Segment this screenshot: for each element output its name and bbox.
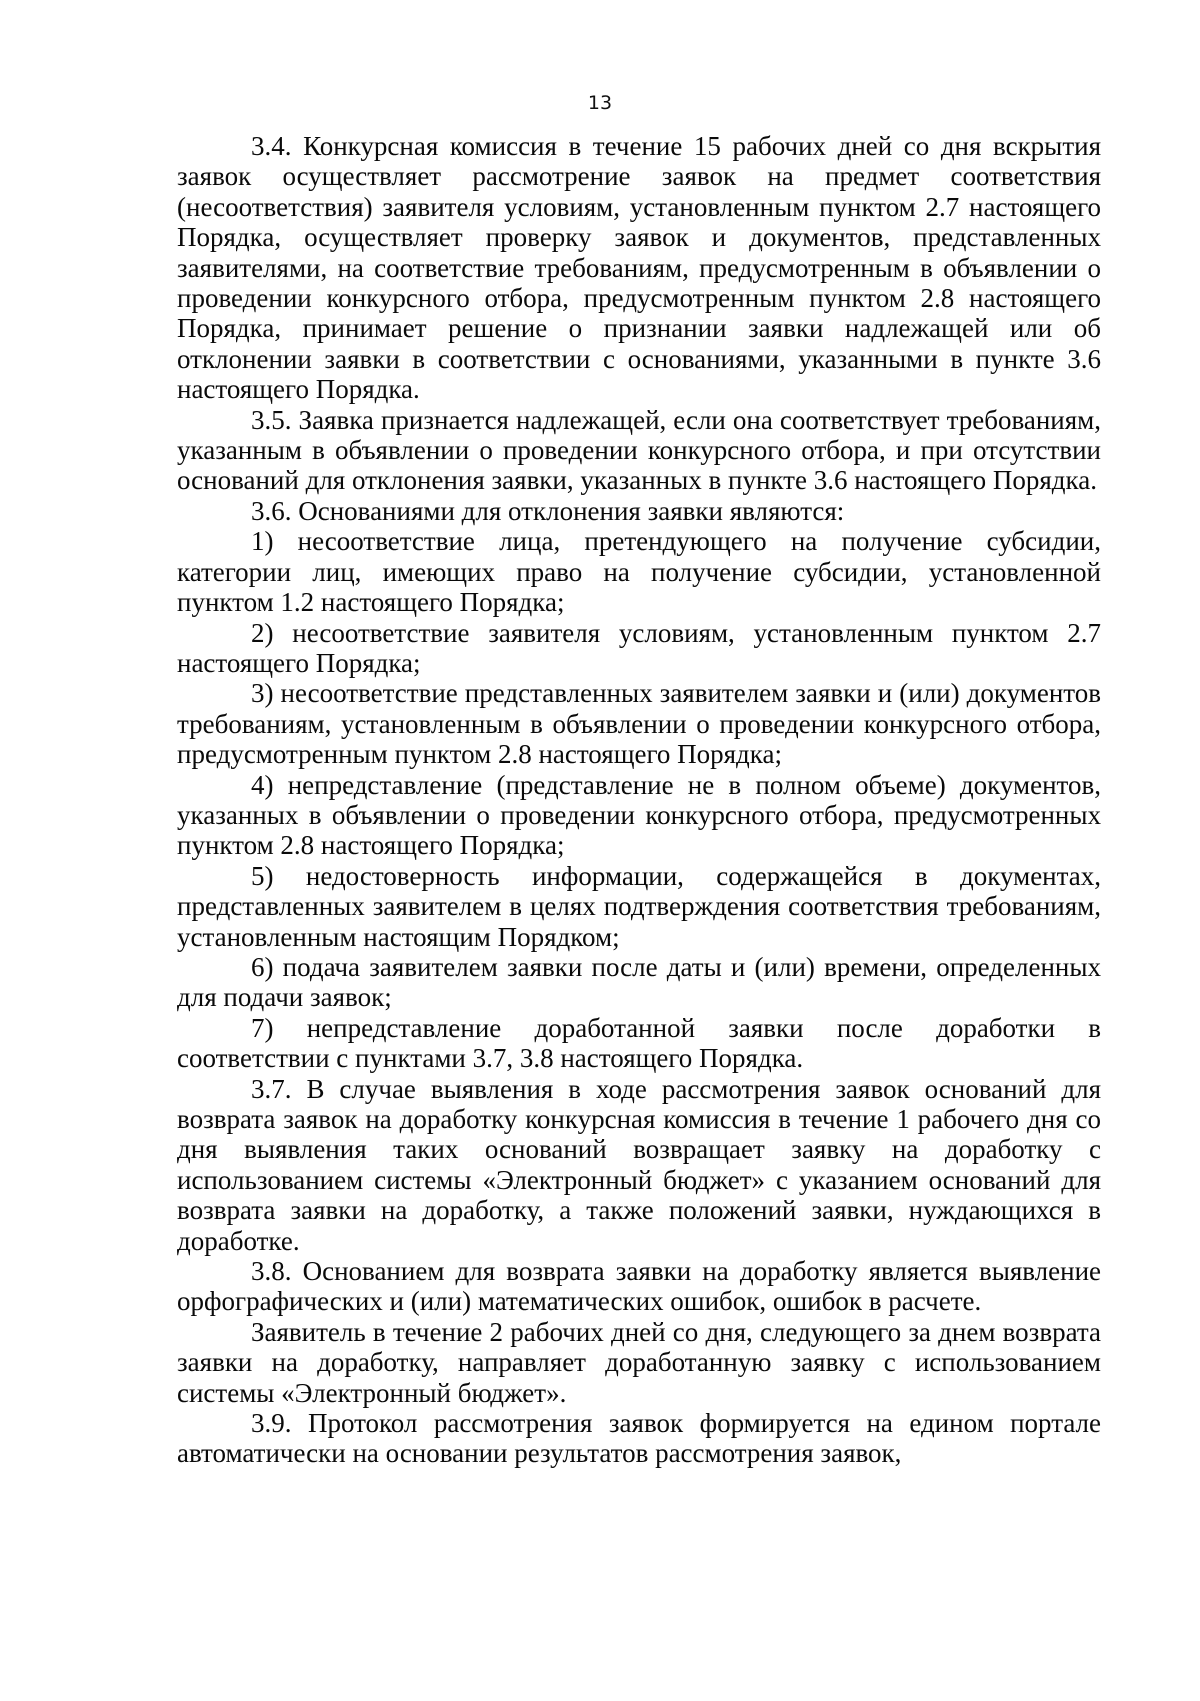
list-item-4: 4) непредставление (представление не в полном объеме) документов, указанных в объявлении о проведении конкурсного отбора, предусмотренных пунктом 2.8 настоящего Порядка; xyxy=(177,769,1101,861)
paragraph-3-7: 3.7. В случае выявления в ходе рассмотрения заявок оснований для возврата заявок на доработку конкурсная комиссия в течение 1 рабочего дня со дня выявления таких оснований возвращает заявку на доработку с использованием системы «Электронный бюджет» с указанием оснований для возврата заявки на доработку, а также положений заявки, нуждающихся в доработке. xyxy=(177,1073,1101,1256)
document-body xyxy=(177,131,1101,1469)
paragraph-3-6: 3.6. Основаниями для отклонения заявки являются: xyxy=(251,495,845,526)
list-item-3: 3) несоответствие представленных заявителем заявки и (или) документов требованиям, установленным в объявлении о проведении конкурсного отбора, предусмотренным пунктом 2.8 настоящего Порядка; xyxy=(177,678,1101,770)
list-item-5: 5) недостоверность информации, содержащейся в документах, представленных заявителем в целях подтверждения соответствия требованиям, установленным настоящим Порядком; xyxy=(177,860,1101,952)
paragraph-3-9: 3.9. Протокол рассмотрения заявок формируется на едином портале автоматически на основании результатов рассмотрения заявок, xyxy=(177,1408,1101,1469)
page-number: 13 xyxy=(587,92,613,114)
list-item-2: 2) несоответствие заявителя условиям, установленным пунктом 2.7 настоящего Порядка; xyxy=(177,617,1101,678)
paragraph-3-8: 3.8. Основанием для возврата заявки на доработку является выявление орфографических и (или) математических ошибок, ошибок в расчете. xyxy=(177,1256,1101,1317)
paragraph-3-5: 3.5. Заявка признается надлежащей, если она соответствует требованиям, указанным в объявлении о проведении конкурсного отбора, и при отсутствии оснований для отклонения заявки, указанных в пункте 3.6 настоящего Порядка. xyxy=(177,404,1101,496)
list-item-6: 6) подача заявителем заявки после даты и (или) времени, определенных для подачи заявок; xyxy=(177,951,1101,1013)
list-item-7: 7) непредставление доработанной заявки после доработки в соответствии с пунктами 3.7, 3.8 настоящего Порядка. xyxy=(177,1012,1101,1074)
paragraph-applicant: Заявитель в течение 2 рабочих дней со дня, следующего за днем возврата заявки на доработку, направляет доработанную заявку с использованием системы «Электронный бюджет». xyxy=(177,1316,1101,1408)
list-item-1: 1) несоответствие лица, претендующего на получение субсидии, категории лиц, имеющих право на получение субсидии, установленной пунктом 1.2 настоящего Порядка; xyxy=(177,526,1101,618)
paragraph-3-4: 3.4. Конкурсная комиссия в течение 15 рабочих дней со дня вскрытия заявок осуществляет рассмотрение заявок на предмет соответствия (несоответствия) заявителя условиям, установленным пунктом 2.7 настоящего Порядка, осуществляет проверку заявок и документов, представленных заявителями, на соответствие требованиям, предусмотренным в объявлении о проведении конкурсного отбора, предусмотренным пунктом 2.8 настоящего Порядка, принимает решение о признании заявки надлежащей или об отклонении заявки в соответствии с основаниями, указанными в пункте 3.6 настоящего Порядка. xyxy=(177,131,1101,405)
